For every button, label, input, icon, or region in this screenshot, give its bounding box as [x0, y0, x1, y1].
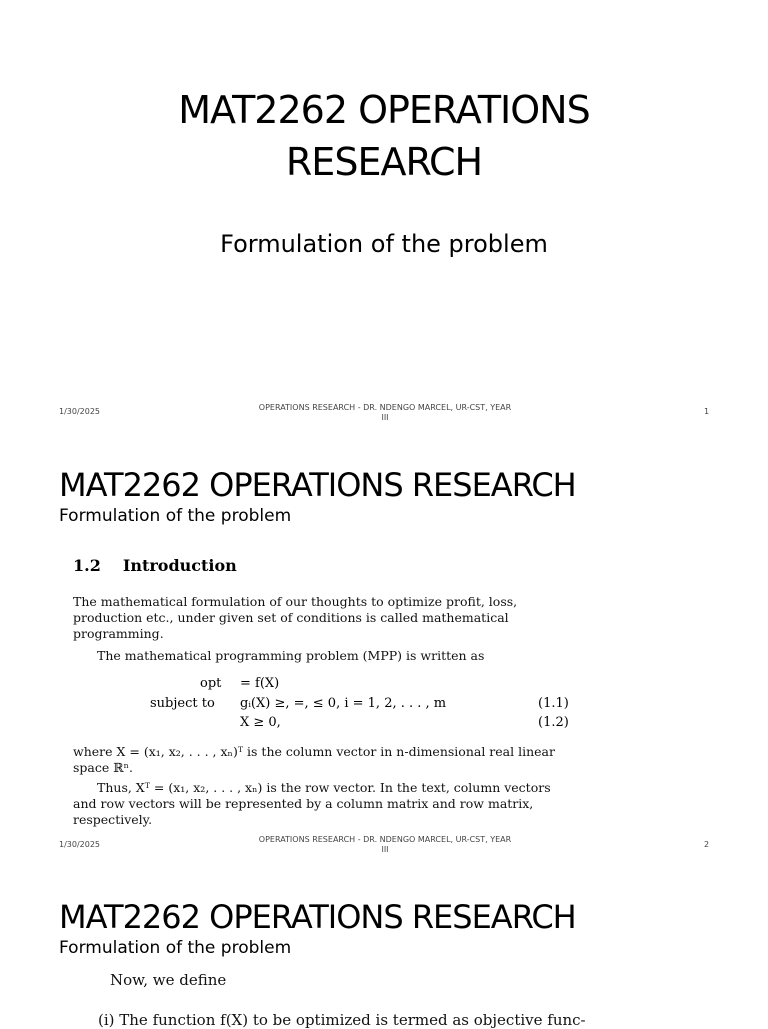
slide-1-subtitle: Formulation of the problem: [220, 230, 548, 258]
paragraph-2: The mathematical programming problem (MPP) is written as: [97, 648, 485, 663]
slide-2: [0, 432, 768, 864]
footer-text-line-1: OPERATIONS RESEARCH - DR. NDENGO MARCEL, UR-CST, YEAR: [258, 403, 512, 412]
slide-1: [0, 0, 768, 432]
footer-text: [255, 835, 515, 855]
equation-2-lhs: subject to: [150, 696, 215, 711]
footer-text-line-2: III: [381, 845, 389, 854]
slide-1-title: [0, 84, 768, 188]
equation-3-rhs: X ≥ 0,: [240, 715, 281, 730]
section-title: Introduction: [122, 556, 237, 575]
equation-1-rhs: = f(X): [240, 676, 280, 691]
equation-2-label: (1.1): [538, 696, 569, 711]
footer-text: [255, 403, 515, 423]
slide-3-subtitle: Formulation of the problem: [59, 938, 292, 958]
section-number: 1.2: [73, 556, 101, 575]
footer-text-line-1: OPERATIONS RESEARCH - DR. NDENGO MARCEL, UR-CST, YEAR: [258, 835, 512, 844]
page-number: 1: [704, 407, 710, 416]
equation-1-lhs: opt: [200, 676, 222, 691]
title-line-2: RESEARCH: [285, 140, 483, 184]
slide-2-subtitle: Formulation of the problem: [59, 506, 292, 526]
slide-2-title: MAT2262 OPERATIONS RESEARCH: [59, 466, 576, 504]
paragraph-1: The mathematical formulation of our thoughts to optimize profit, loss, production etc., under given set of conditions is called mathematical programming.: [73, 594, 518, 641]
section-heading: [73, 556, 237, 575]
paragraph-4: Thus, Xᵀ = (x₁, x₂, . . . , xₙ) is the row vector. In the text, column vectors and row vectors will be represented by a column matrix and row matrix, respectively.: [73, 780, 551, 827]
footer-date: 1/30/2025: [59, 407, 101, 416]
footer-date: 1/30/2025: [59, 840, 101, 849]
slide-3: [0, 864, 768, 1029]
paragraph-3: where X = (x₁, x₂, . . . , xₙ)ᵀ is the column vector in n-dimensional real linear space ℝⁿ.: [73, 744, 555, 775]
slide-3-title: MAT2262 OPERATIONS RESEARCH: [59, 898, 576, 936]
title-line-1: MAT2262 OPERATIONS: [178, 88, 590, 132]
page-number: 2: [704, 840, 710, 849]
text-line-2: (i) The function f(X) to be optimized is termed as objective func-: [98, 1011, 586, 1029]
equation-3-label: (1.2): [538, 715, 569, 730]
text-line-1: Now, we define: [110, 971, 227, 989]
equation-2-rhs: gᵢ(X) ≥, =, ≤ 0, i = 1, 2, . . . , m: [240, 696, 447, 711]
footer-text-line-2: III: [381, 413, 389, 422]
